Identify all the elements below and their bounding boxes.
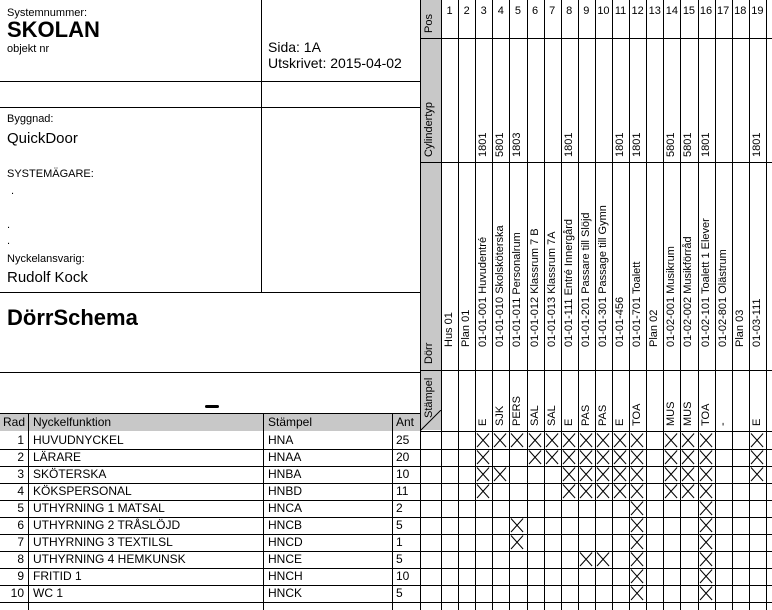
column-pos: 17 xyxy=(717,5,730,17)
row-key-function: UTHYRNING 1 MATSAL xyxy=(33,501,165,515)
access-mark xyxy=(629,449,646,466)
access-mark xyxy=(595,551,612,568)
row-divider xyxy=(0,449,772,450)
row-stamp: HNBD xyxy=(268,484,303,498)
column-pos: 10 xyxy=(597,5,610,17)
access-mark xyxy=(629,466,646,483)
row-divider xyxy=(0,466,772,467)
column-door: 01-02-001 Musikrum xyxy=(665,246,678,347)
row-count: 1 xyxy=(396,535,403,549)
row-stamp: HNCA xyxy=(268,501,303,515)
column-stamp: E xyxy=(477,418,490,426)
access-mark xyxy=(698,568,715,585)
column-divider xyxy=(749,0,750,610)
column-cylinder-type: 1803 xyxy=(511,132,524,157)
access-mark xyxy=(629,534,646,551)
access-mark xyxy=(698,534,715,551)
row-divider xyxy=(0,568,772,569)
cylinder-type-header: Cylindertyp xyxy=(423,101,435,157)
column-stamp: TOA xyxy=(699,403,712,426)
column-cylinder-type: 1801 xyxy=(477,132,490,157)
access-mark xyxy=(663,449,680,466)
row-stamp: HNBA xyxy=(268,467,302,481)
column-door: 01-01-701 Toalett xyxy=(631,261,644,347)
row-number: 6 xyxy=(17,518,24,532)
row-key-function: FRITID 1 xyxy=(33,569,82,583)
access-mark xyxy=(578,432,595,449)
access-mark xyxy=(492,432,509,449)
access-mark xyxy=(698,500,715,517)
row-count: 10 xyxy=(396,467,410,481)
column-pos: 1 xyxy=(446,5,453,17)
column-pos: 18 xyxy=(734,5,747,17)
access-mark xyxy=(749,449,766,466)
column-divider xyxy=(458,0,459,610)
access-mark xyxy=(680,432,697,449)
column-cylinder-type: 5801 xyxy=(682,132,695,157)
column-door: Plan 01 xyxy=(460,309,473,347)
access-mark xyxy=(680,483,697,500)
access-mark xyxy=(663,466,680,483)
row-divider xyxy=(0,585,772,586)
row-number: 9 xyxy=(17,569,24,583)
access-mark xyxy=(698,551,715,568)
access-mark xyxy=(527,432,544,449)
keyholder-label: Nyckelansvarig: xyxy=(7,253,85,265)
owner-dot: . xyxy=(7,219,11,231)
page-number: Sida: 1A xyxy=(268,39,321,55)
access-mark xyxy=(509,517,526,534)
row-count: 10 xyxy=(396,569,410,583)
building-name: QuickDoor xyxy=(7,130,78,147)
column-door: 01-01-012 Klassrum 7 B xyxy=(528,228,541,347)
column-pos: 12 xyxy=(631,5,644,17)
column-divider xyxy=(578,0,579,610)
column-door: 01-02-101 Toalett 1 Elever xyxy=(699,218,712,347)
access-mark xyxy=(595,432,612,449)
access-mark xyxy=(749,432,766,449)
column-door: Plan 03 xyxy=(733,309,746,347)
column-cylinder-type: 1801 xyxy=(614,132,626,157)
column-door: 01-02-002 Musikförråd xyxy=(682,236,695,347)
column-stamp: SAL xyxy=(545,405,558,426)
system-name: SKOLAN xyxy=(7,17,100,42)
access-mark xyxy=(698,449,715,466)
column-cylinder-type: 1801 xyxy=(750,132,763,157)
column-stamp: PERS xyxy=(511,396,524,426)
column-cylinder-type: 5801 xyxy=(665,132,678,157)
ant-header: Ant xyxy=(396,415,415,429)
column-door: 01-03-111 xyxy=(750,298,763,347)
column-stamp: TOA xyxy=(631,403,644,426)
row-key-function: SKÖTERSKA xyxy=(33,467,107,481)
row-number: 5 xyxy=(17,501,24,515)
access-mark xyxy=(663,483,680,500)
access-mark xyxy=(578,449,595,466)
door-header: Dörr xyxy=(423,342,435,364)
column-door: 01-01-111 Entré Innergård xyxy=(562,218,575,347)
column-door: 01-02-801 Olästrum xyxy=(716,249,729,347)
access-mark xyxy=(629,568,646,585)
access-mark xyxy=(561,466,578,483)
row-key-function: KÖKSPERSONAL xyxy=(33,484,132,498)
owner-dot: . xyxy=(11,185,15,197)
access-mark xyxy=(612,432,629,449)
stamp-header: Stämpel xyxy=(423,377,435,418)
row-count: 5 xyxy=(396,518,403,532)
access-mark xyxy=(595,466,612,483)
column-divider xyxy=(612,0,613,610)
column-stamp: E xyxy=(750,418,763,426)
column-pos: 7 xyxy=(549,5,556,17)
access-mark xyxy=(544,449,561,466)
access-mark xyxy=(475,432,492,449)
printed-date: Utskrivet: 2015-04-02 xyxy=(268,55,402,71)
column-door: 01-01-010 Skolsköterska xyxy=(494,225,507,347)
access-mark xyxy=(509,432,526,449)
column-stamp: E xyxy=(614,418,626,426)
column-divider xyxy=(527,0,528,610)
access-mark xyxy=(509,534,526,551)
object-number-label: objekt nr xyxy=(7,43,50,55)
row-divider xyxy=(0,602,772,603)
column-divider xyxy=(595,0,596,610)
column-stamp: MUS xyxy=(682,401,695,426)
row-count: 2 xyxy=(396,501,403,515)
row-number: 3 xyxy=(17,467,24,481)
row-count: 5 xyxy=(396,586,403,600)
column-door: 01-01-456 xyxy=(614,296,626,347)
row-stamp: HNCE xyxy=(268,552,303,566)
column-cylinder-type: 5801 xyxy=(494,132,507,157)
access-mark xyxy=(578,551,595,568)
access-mark xyxy=(492,466,509,483)
access-mark xyxy=(663,432,680,449)
column-stamp: E xyxy=(562,418,575,426)
row-count: 5 xyxy=(396,552,403,566)
row-key-function: UTHYRNING 3 TEXTILSL xyxy=(33,535,173,549)
access-mark xyxy=(698,432,715,449)
column-door: 01-01-001 Huvudentré xyxy=(477,236,490,347)
column-pos: 4 xyxy=(497,5,504,17)
keyholder-name: Rudolf Kock xyxy=(7,269,88,286)
corner-diagonal xyxy=(420,410,442,432)
access-mark xyxy=(561,432,578,449)
header-strip xyxy=(420,0,441,430)
row-stamp: HNAA xyxy=(268,450,302,464)
access-mark xyxy=(698,466,715,483)
column-divider xyxy=(544,0,545,610)
access-mark xyxy=(629,551,646,568)
column-stamp: - xyxy=(716,422,729,426)
column-cylinder-type: 1801 xyxy=(699,132,712,157)
access-mark xyxy=(612,483,629,500)
access-mark xyxy=(475,466,492,483)
column-cylinder-type: 1801 xyxy=(562,132,575,157)
access-mark xyxy=(629,483,646,500)
row-stamp: HNA xyxy=(268,433,294,447)
row-stamp: HNCB xyxy=(268,518,303,532)
column-pos: 14 xyxy=(665,5,678,17)
row-number: 7 xyxy=(17,535,24,549)
access-mark xyxy=(527,449,544,466)
owner-label: SYSTEMÄGARE: xyxy=(7,168,94,180)
access-mark xyxy=(629,585,646,602)
access-mark xyxy=(749,466,766,483)
access-mark xyxy=(612,466,629,483)
column-pos: 5 xyxy=(514,5,521,17)
row-number: 2 xyxy=(17,450,24,464)
system-number-label: Systemnummer: xyxy=(7,7,88,19)
column-pos: 11 xyxy=(614,5,627,17)
access-mark xyxy=(544,432,561,449)
column-stamp: SJK xyxy=(494,405,507,426)
column-door: Hus 01 xyxy=(443,312,455,347)
access-mark xyxy=(561,483,578,500)
access-mark xyxy=(629,432,646,449)
column-divider xyxy=(561,0,562,610)
column-pos: 2 xyxy=(463,5,470,17)
access-mark xyxy=(578,466,595,483)
row-key-function: UTHYRNING 4 HEMKUNSK xyxy=(33,552,186,566)
column-pos: 9 xyxy=(583,5,590,17)
access-mark xyxy=(629,500,646,517)
column-door: 01-01-011 Personalrum xyxy=(511,232,524,347)
access-mark xyxy=(629,517,646,534)
column-cylinder-type: 1801 xyxy=(631,132,644,157)
row-number: 10 xyxy=(10,586,24,600)
row-stamp: HNCK xyxy=(268,586,303,600)
column-pos: 15 xyxy=(682,5,696,17)
document-title: DörrSchema xyxy=(7,305,138,330)
access-mark xyxy=(578,483,595,500)
access-mark xyxy=(595,449,612,466)
column-stamp: PAS xyxy=(579,404,592,426)
column-pos: 16 xyxy=(699,5,713,17)
column-stamp: MUS xyxy=(665,401,678,426)
pos-header: Pos xyxy=(423,14,435,33)
column-divider xyxy=(766,0,767,610)
access-mark xyxy=(698,585,715,602)
access-mark xyxy=(680,466,697,483)
row-count: 25 xyxy=(396,433,410,447)
column-divider xyxy=(732,0,733,610)
row-key-function: HUVUDNYCKEL xyxy=(33,433,124,447)
row-key-function: WC 1 xyxy=(33,586,63,600)
rad-header: Rad xyxy=(3,415,26,429)
access-mark xyxy=(698,517,715,534)
column-stamp: SAL xyxy=(528,405,541,426)
access-mark xyxy=(561,449,578,466)
owner-dot: . xyxy=(7,235,11,247)
access-mark xyxy=(612,449,629,466)
column-door: 01-01-201 Passare till Slöjd xyxy=(579,212,592,347)
row-count: 11 xyxy=(396,484,409,498)
column-pos: 13 xyxy=(648,5,661,17)
column-pos: 6 xyxy=(531,5,539,17)
row-number: 4 xyxy=(17,484,24,498)
row-stamp: HNCH xyxy=(268,569,303,583)
access-mark xyxy=(475,449,492,466)
access-mark xyxy=(680,449,697,466)
row-number: 1 xyxy=(17,433,24,447)
column-stamp: PAS xyxy=(596,404,609,426)
column-divider xyxy=(715,0,716,610)
stampel-header: Stämpel xyxy=(268,415,313,429)
building-label: Byggnad: xyxy=(7,113,54,125)
column-door: Plan 02 xyxy=(648,309,661,347)
column-divider xyxy=(646,0,647,610)
row-stamp: HNCD xyxy=(268,535,303,549)
column-pos: 8 xyxy=(566,5,573,17)
access-mark xyxy=(475,483,492,500)
column-door: 01-01-301 Passage till Gymn xyxy=(596,205,609,347)
row-count: 20 xyxy=(396,450,410,464)
row-number: 8 xyxy=(17,552,24,566)
access-mark xyxy=(698,483,715,500)
column-pos: 3 xyxy=(480,5,487,17)
access-mark xyxy=(595,483,612,500)
row-key-function: LÄRARE xyxy=(33,450,82,464)
column-pos: 19 xyxy=(751,5,764,17)
key-function-header: Nyckelfunktion xyxy=(33,415,112,429)
column-door: 01-01-013 Klassrum 7A xyxy=(545,231,558,347)
row-key-function: UTHYRNING 2 TRÅSLÖJD xyxy=(33,518,181,532)
